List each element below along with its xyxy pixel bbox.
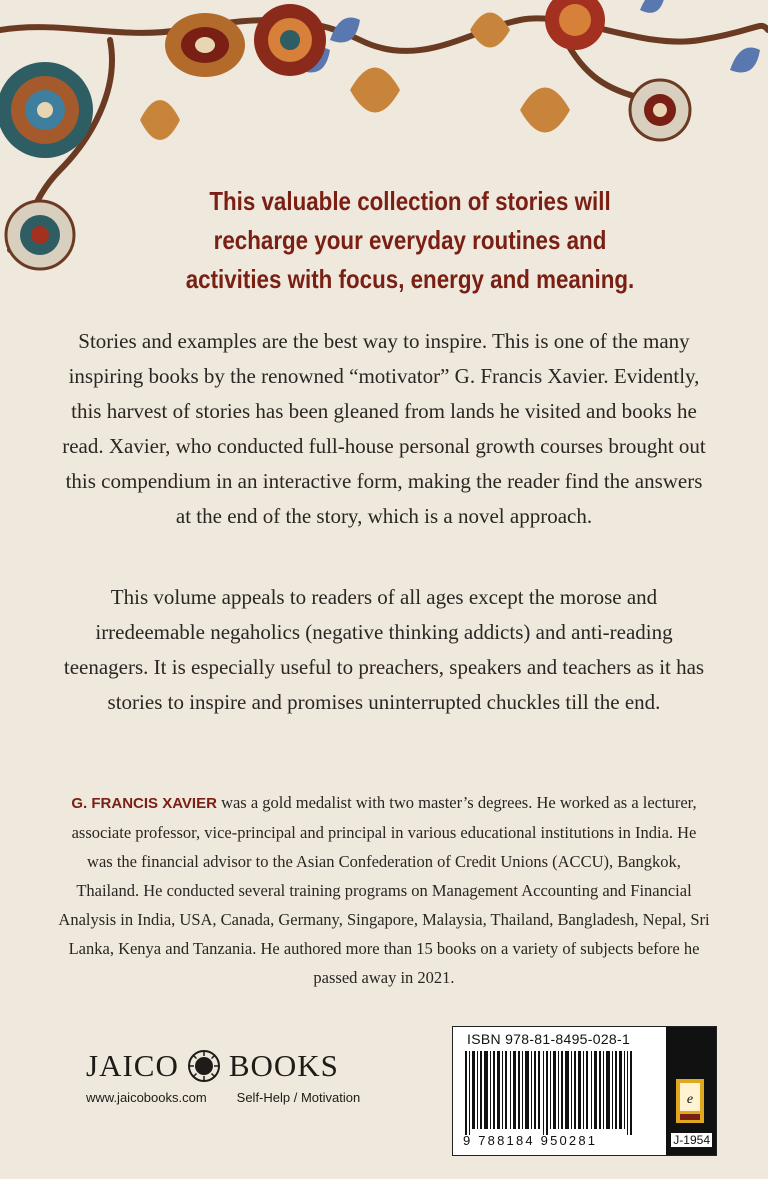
publisher-name-left: JAICO — [86, 1048, 179, 1083]
barcode-icon — [465, 1051, 633, 1135]
author-bio-text: was a gold medalist with two master’s degrees. He worked as a lecturer, associate professor, vice-principal and principal in various educational institutions in India. He was the financial advisor to the Asian Confederation of Credit Unions (ACCU), Bangkok, Thailand. He conducted several training programs on Management Accounting and Financial Analysis in India, USA, Canada, Germany, Singapore, Malaysia, Thailand, Bangladesh, Nepal, Sri Lanka, Kenya and Tanzania. He authored more than 15 books on a variety of subjects before he passed away in 2021. — [58, 793, 710, 987]
description-paragraph-2: This volume appeals to readers of all ages except the morose and irredeemable negaholics (negative thinking addicts) and anti-reading teenagers. It is especially useful to preachers, speakers and teachers as it has stories to inspire and promises uninterrupted chuckles till the end. — [63, 585, 705, 714]
publisher-website: www.jaicobooks.com — [86, 1090, 207, 1105]
publisher-logo — [86, 1048, 360, 1084]
publisher-name-right: BOOKS — [228, 1048, 339, 1083]
sun-emblem-icon — [187, 1049, 221, 1083]
isbn-barcode-panel — [452, 1026, 717, 1156]
svg-text:e: e — [686, 1092, 694, 1107]
isbn-label: ISBN 978-81-8495-028-1 — [467, 1031, 631, 1047]
author-bio — [58, 788, 710, 992]
ebook-badge-icon — [674, 1077, 706, 1125]
author-name: G. FRANCIS XAVIER — [71, 795, 217, 812]
book-category: Self-Help / Motivation — [236, 1090, 361, 1105]
description-paragraph-1: Stories and examples are the best way to inspire. This is one of the many inspiring books by the renowned “motivator” G. Francis Xavier. Evidently, this harvest of stories has been gleaned from lands he visited and books he read. Xavier, who conducted full-house personal growth courses brought out this compendium in an interactive form, making the reader find the answers at the end of the story, which is a novel approach. — [62, 329, 706, 528]
flower-left-large — [0, 62, 93, 158]
tagline: This valuable collection of stories will recharge your everyday routines and activities with focus, energy and meaning. — [185, 186, 635, 294]
publisher-block — [86, 1048, 360, 1105]
catalog-code: J-1954 — [673, 1133, 710, 1147]
barcode-digits: 9 788184 950281 — [463, 1133, 598, 1148]
